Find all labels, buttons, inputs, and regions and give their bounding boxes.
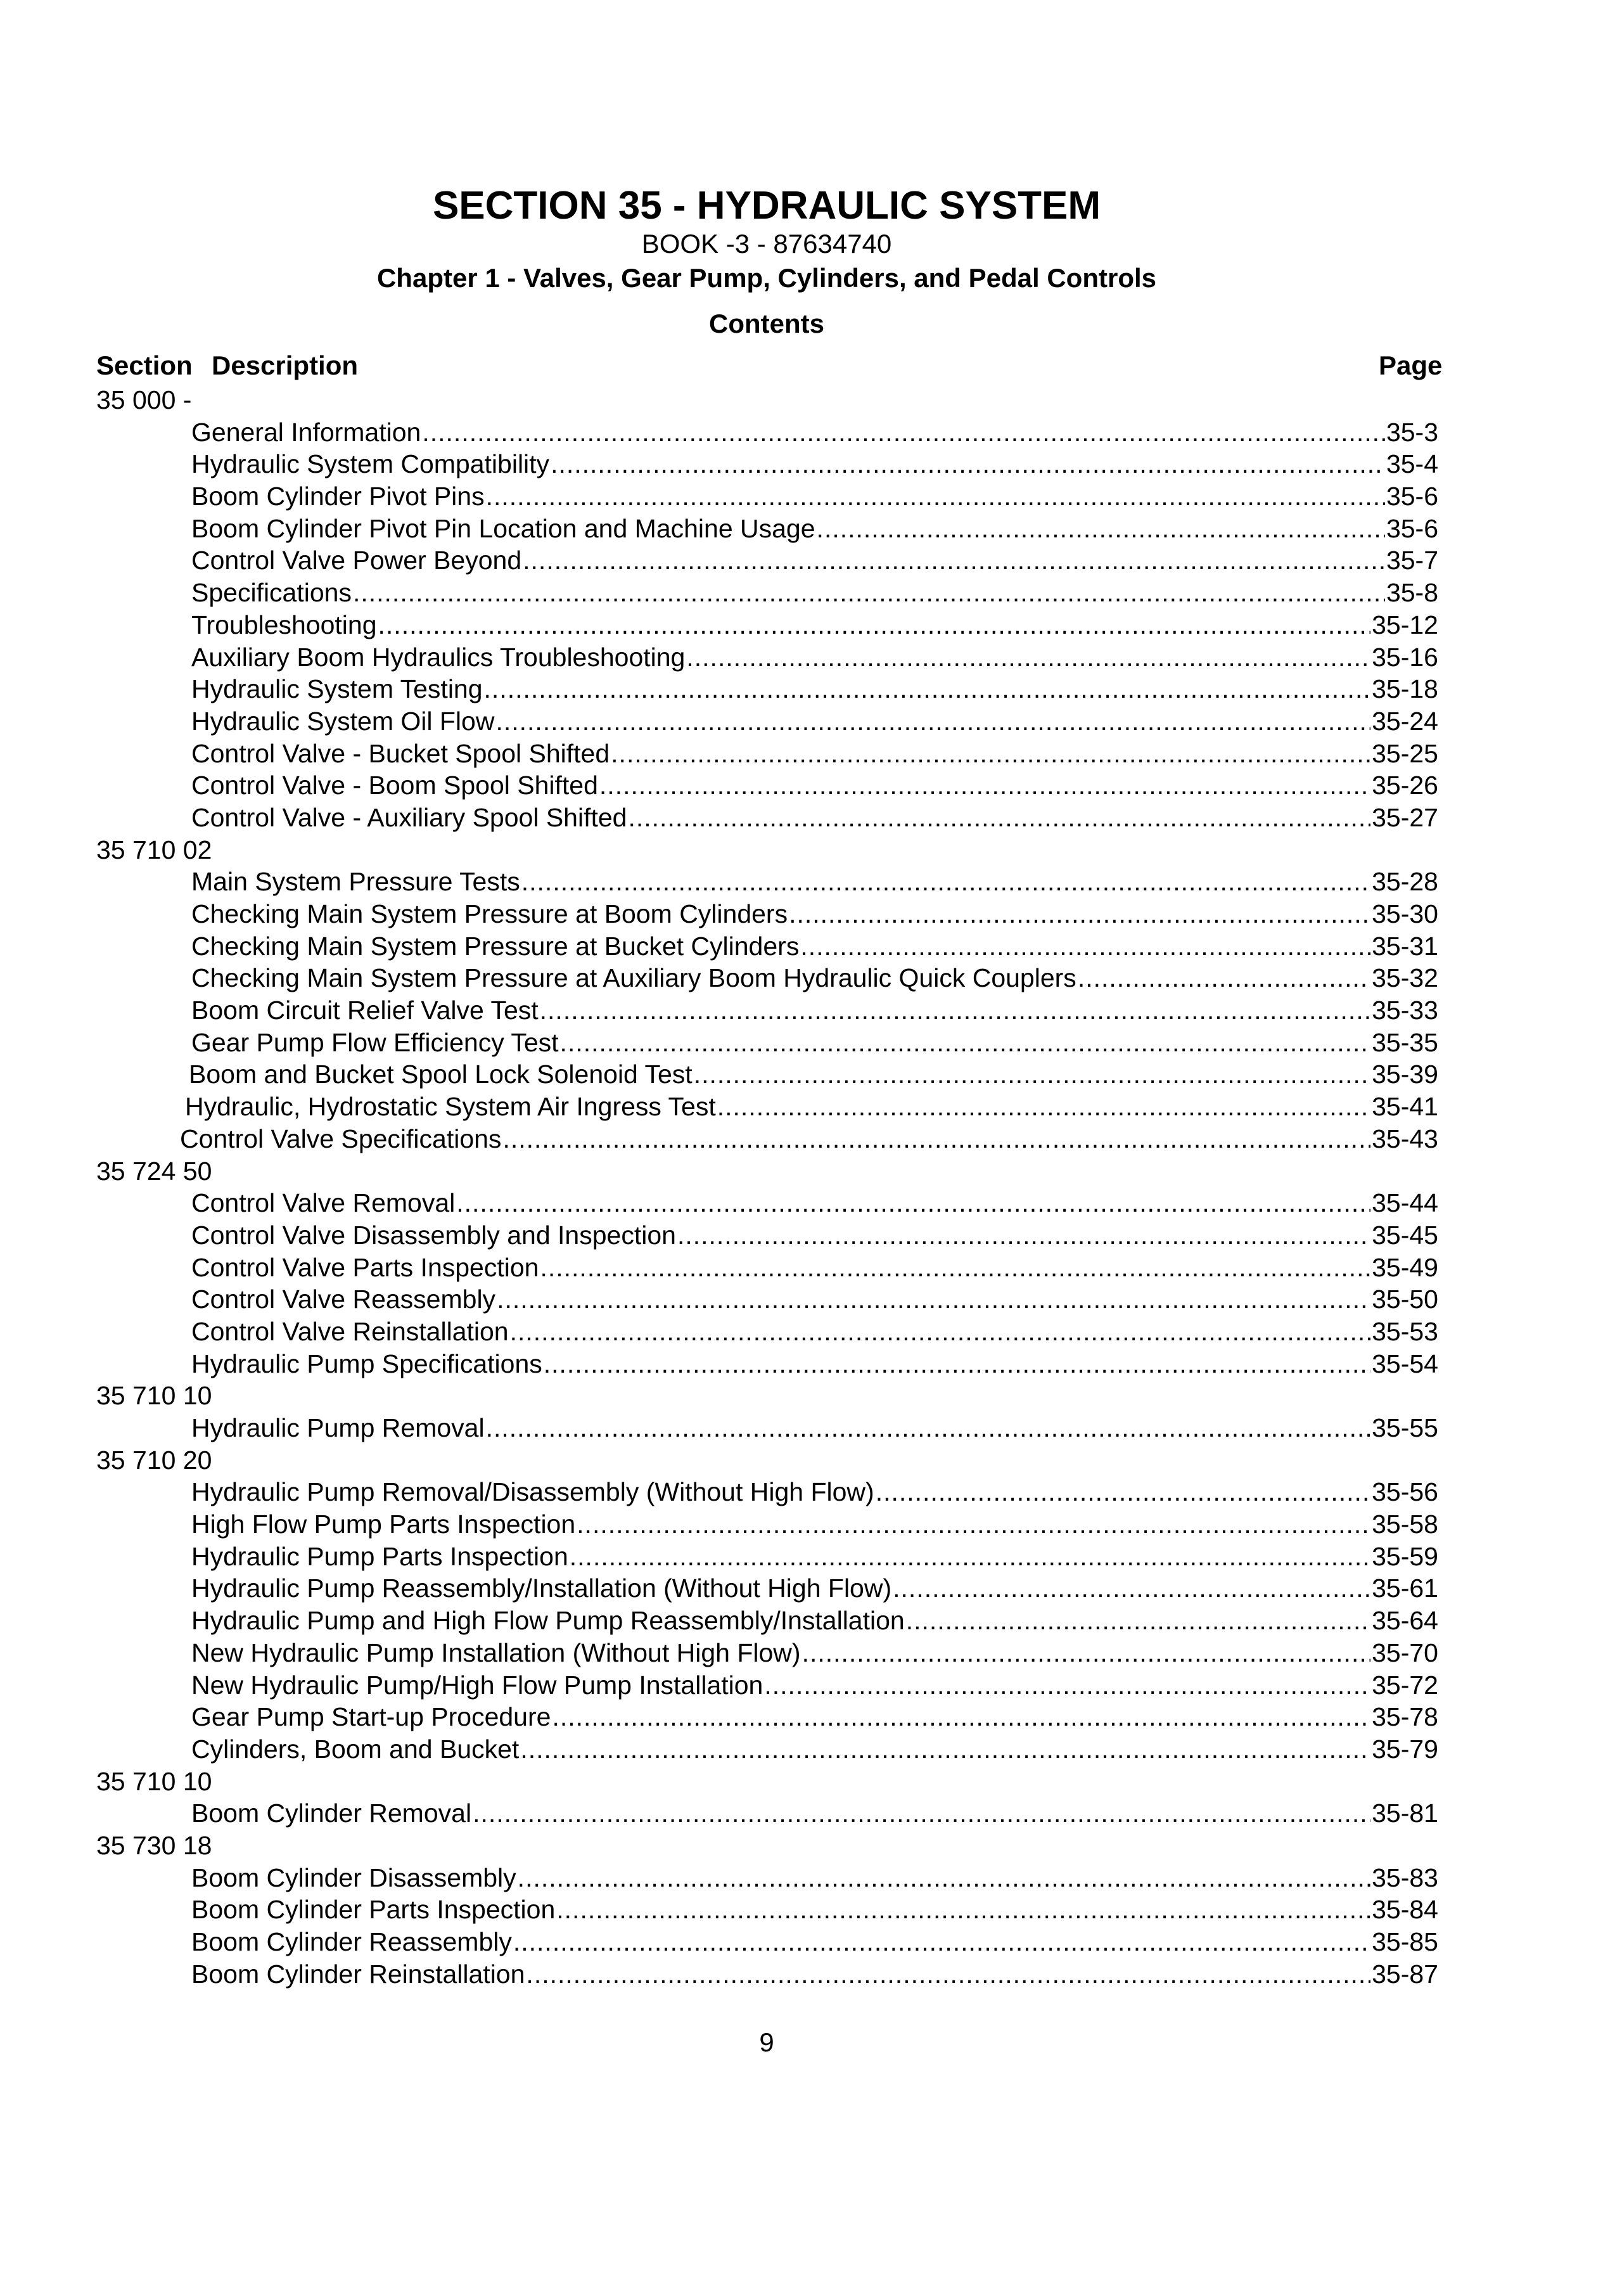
toc-entry-title: Hydraulic Pump and High Flow Pump Reassembly/Installation	[191, 1606, 905, 1636]
toc-entry-title: Control Valve Disassembly and Inspection	[191, 1220, 676, 1250]
dot-leader	[473, 1797, 1370, 1830]
toc-entry	[95, 641, 1438, 674]
dot-leader	[513, 1926, 1370, 1958]
toc-entry	[95, 1123, 1438, 1155]
toc-entry-page: 35-58	[1372, 1510, 1438, 1539]
toc-entry	[95, 1605, 1438, 1637]
toc-entry-page: 35-35	[1372, 1027, 1438, 1057]
toc-entry	[95, 544, 1438, 577]
toc-entry-title: Hydraulic Pump Removal	[191, 1413, 485, 1442]
toc-entry	[95, 1669, 1438, 1702]
toc-entry	[95, 1412, 1438, 1444]
toc-entry-page: 35-8	[1386, 578, 1438, 608]
toc-entry	[95, 480, 1438, 513]
toc-section-code: 35 724 50	[96, 1156, 212, 1186]
toc-entry-page: 35-7	[1386, 546, 1438, 575]
dot-leader	[694, 1058, 1370, 1091]
toc-entry-title: Gear Pump Start-up Procedure	[191, 1702, 551, 1732]
toc-entry-page: 35-81	[1372, 1799, 1438, 1828]
toc-entry-page: 35-83	[1372, 1863, 1438, 1892]
dot-leader	[611, 738, 1370, 770]
toc-entry-title: Hydraulic System Compatibility	[191, 449, 550, 479]
toc-entry-title: Control Valve Reinstallation	[191, 1316, 509, 1346]
toc-entry-title: New Hydraulic Pump/High Flow Pump Installation	[191, 1670, 763, 1700]
toc-entry	[95, 1862, 1438, 1894]
toc-entry-title: Control Valve - Auxiliary Spool Shifted	[191, 802, 627, 832]
dot-leader	[353, 577, 1385, 609]
dot-leader	[906, 1605, 1370, 1637]
dot-leader	[456, 1187, 1370, 1219]
toc-section-code: 35 710 10	[96, 1381, 212, 1411]
dot-leader	[802, 1637, 1371, 1669]
toc-entry-page: 35-87	[1372, 1959, 1438, 1989]
dot-leader	[502, 1123, 1370, 1155]
toc-entry	[95, 1572, 1438, 1605]
dot-leader	[817, 513, 1385, 545]
toc-entry	[95, 416, 1438, 449]
toc-entry-title: Boom Cylinder Reassembly	[191, 1927, 512, 1956]
toc-entry-title: Auxiliary Boom Hydraulics Troubleshooting	[191, 642, 686, 672]
dot-leader	[628, 802, 1370, 834]
toc-entry-title: Control Valve Power Beyond	[191, 546, 522, 575]
toc-entry-title: Hydraulic, Hydrostatic System Air Ingress Test	[185, 1092, 716, 1122]
toc-entry	[95, 1541, 1438, 1573]
toc-entry-page: 35-55	[1372, 1413, 1438, 1442]
toc-entry-page: 35-25	[1372, 738, 1438, 768]
dot-leader	[560, 1027, 1371, 1059]
toc-entry-page: 35-3	[1386, 417, 1438, 447]
dot-leader	[510, 1316, 1371, 1348]
page-number: 9	[759, 2027, 774, 2057]
toc-entry-title: Specifications	[191, 578, 352, 608]
toc-entry-page: 35-56	[1372, 1477, 1438, 1507]
dot-leader	[523, 544, 1385, 577]
toc-entry	[95, 769, 1438, 802]
toc-entry-title: Boom Cylinder Pivot Pins	[191, 482, 485, 511]
toc-entry-page: 35-39	[1372, 1060, 1438, 1089]
toc-entry	[95, 1701, 1438, 1733]
toc-section-code: 35 710 02	[96, 835, 212, 864]
toc-entry-page: 35-12	[1372, 610, 1438, 639]
toc-entry-page: 35-31	[1372, 931, 1438, 961]
toc-entry-title: Boom Cylinder Disassembly	[191, 1863, 516, 1892]
toc-entry-page: 35-64	[1372, 1606, 1438, 1636]
dot-leader	[677, 1219, 1370, 1252]
toc-entry	[95, 738, 1438, 770]
toc-entry	[95, 930, 1438, 963]
dot-leader	[520, 1733, 1370, 1766]
toc-entry-title: Gear Pump Flow Efficiency Test	[191, 1027, 559, 1057]
toc-entry	[95, 513, 1438, 545]
toc-entry-title: Hydraulic Pump Specifications	[191, 1349, 542, 1378]
toc-entry-title: Boom Cylinder Removal	[191, 1799, 472, 1828]
toc-entry-page: 35-50	[1372, 1285, 1438, 1314]
dot-leader	[497, 1283, 1370, 1316]
toc-entry	[95, 1091, 1438, 1123]
column-header-section: Section	[96, 350, 193, 380]
toc-entry	[95, 705, 1438, 738]
toc-entry	[95, 1637, 1438, 1669]
toc-section-code: 35 710 20	[96, 1445, 212, 1475]
toc-entry-page: 35-33	[1372, 996, 1438, 1025]
toc-entry	[95, 1316, 1438, 1348]
toc-entry-page: 35-70	[1372, 1638, 1438, 1667]
toc-entry	[95, 673, 1438, 705]
toc-entry-page: 35-18	[1372, 674, 1438, 704]
toc-entry-title: General Information	[191, 417, 421, 447]
dot-leader	[422, 416, 1385, 449]
toc-entry-page: 35-45	[1372, 1220, 1438, 1250]
dot-leader	[486, 480, 1385, 513]
toc-entry-page: 35-24	[1372, 706, 1438, 736]
toc-entry-title: Hydraulic Pump Parts Inspection	[191, 1541, 568, 1571]
toc-entry-page: 35-61	[1372, 1574, 1438, 1603]
dot-leader	[551, 448, 1385, 480]
dot-leader	[484, 673, 1371, 705]
toc-entry	[95, 1187, 1438, 1219]
toc-entry-page: 35-27	[1372, 802, 1438, 832]
toc-entry-title: Hydraulic System Oil Flow	[191, 706, 495, 736]
dot-leader	[717, 1091, 1370, 1123]
toc-entry-page: 35-44	[1372, 1188, 1438, 1218]
toc-entry	[95, 898, 1438, 930]
toc-entry	[95, 1894, 1438, 1926]
toc-entry-page: 35-16	[1372, 642, 1438, 672]
toc-entry	[95, 1027, 1438, 1059]
toc-entry-page: 35-4	[1386, 449, 1438, 479]
toc-entry-title: Cylinders, Boom and Bucket	[191, 1734, 520, 1764]
dot-leader	[556, 1894, 1370, 1926]
section-title: SECTION 35 - HYDRAULIC SYSTEM	[432, 184, 1101, 228]
toc-entry-title: Control Valve - Boom Spool Shifted	[191, 771, 598, 800]
toc-entry-title: Hydraulic System Testing	[191, 674, 483, 704]
chapter-title: Chapter 1 - Valves, Gear Pump, Cylinders, and Pedal Controls	[376, 263, 1157, 293]
toc-entry-page: 35-59	[1372, 1541, 1438, 1571]
dot-leader	[495, 705, 1370, 738]
dot-leader	[378, 609, 1371, 641]
column-header-page: Page	[1379, 350, 1443, 380]
toc-entry-title: Boom Cylinder Pivot Pin Location and Machine Usage	[191, 513, 815, 543]
toc-entry-title: Boom Circuit Relief Valve Test	[191, 996, 539, 1025]
toc-entry-title: Control Valve Reassembly	[191, 1285, 496, 1314]
dot-leader	[789, 898, 1370, 930]
toc-entry-title: Troubleshooting	[191, 610, 377, 639]
dot-leader	[526, 1958, 1370, 1991]
toc-entry-title: Hydraulic Pump Removal/Disassembly (Without High Flow)	[191, 1477, 874, 1507]
toc-entry-page: 35-41	[1372, 1092, 1438, 1122]
toc-entry-title: New Hydraulic Pump Installation (Without High Flow)	[191, 1638, 801, 1667]
dot-leader	[876, 1476, 1370, 1508]
dot-leader	[486, 1412, 1371, 1444]
toc-entry-title: Boom Cylinder Reinstallation	[191, 1959, 525, 1989]
toc-entry-title: Hydraulic Pump Reassembly/Installation (Without High Flow)	[191, 1574, 892, 1603]
toc-entry-page: 35-79	[1372, 1734, 1438, 1764]
toc-entry-page: 35-26	[1372, 771, 1438, 800]
toc-entry-title: Boom Cylinder Parts Inspection	[191, 1895, 556, 1925]
toc-entry	[95, 1058, 1438, 1091]
toc-entry-title: Checking Main System Pressure at Auxiliary Boom Hydraulic Quick Couplers	[191, 963, 1076, 993]
dot-leader	[893, 1572, 1370, 1605]
toc-entry-page: 35-30	[1372, 899, 1438, 928]
dot-leader	[570, 1541, 1370, 1573]
toc-entry-title: Control Valve - Bucket Spool Shifted	[191, 738, 610, 768]
toc-entry	[95, 609, 1438, 641]
toc-entry	[95, 866, 1438, 898]
toc-entry	[95, 1508, 1438, 1541]
dot-leader	[800, 930, 1370, 963]
toc-entry	[95, 962, 1438, 994]
toc-entry	[95, 1283, 1438, 1316]
toc-entry	[95, 994, 1438, 1027]
column-header-description: Description	[212, 350, 359, 380]
toc-entry	[95, 1252, 1438, 1284]
book-number: BOOK -3 - 87634740	[641, 229, 892, 259]
toc-section-code: 35 730 18	[96, 1830, 212, 1860]
dot-leader	[686, 641, 1370, 674]
toc-entry-title: Main System Pressure Tests	[191, 867, 520, 897]
toc-entry-title: Checking Main System Pressure at Bucket Cylinders	[191, 931, 800, 961]
dot-leader	[577, 1508, 1370, 1541]
toc-section-code: 35 710 10	[96, 1766, 212, 1796]
table-of-contents	[95, 384, 1438, 1990]
dot-leader	[518, 1862, 1370, 1894]
dot-leader	[764, 1669, 1370, 1702]
dot-leader	[540, 1252, 1370, 1284]
toc-entry-title: Control Valve Parts Inspection	[191, 1252, 539, 1282]
toc-entry-page: 35-49	[1372, 1252, 1438, 1282]
toc-entry	[95, 1797, 1438, 1830]
toc-section-code: 35 000 -	[96, 385, 192, 414]
toc-entry-page: 35-85	[1372, 1927, 1438, 1956]
toc-entry-title: Control Valve Specifications	[180, 1124, 502, 1153]
toc-entry-page: 35-43	[1372, 1124, 1438, 1153]
toc-entry-title: Control Valve Removal	[191, 1188, 456, 1218]
toc-entry-title: Checking Main System Pressure at Boom Cylinders	[191, 899, 788, 928]
toc-entry	[95, 802, 1438, 834]
dot-leader	[599, 769, 1370, 802]
toc-entry-page: 35-84	[1372, 1895, 1438, 1925]
toc-entry-page: 35-6	[1386, 513, 1438, 543]
toc-entry-title: High Flow Pump Parts Inspection	[191, 1510, 576, 1539]
toc-entry	[95, 1958, 1438, 1991]
toc-entry-page: 35-32	[1372, 963, 1438, 993]
toc-entry-title: Boom and Bucket Spool Lock Solenoid Test	[189, 1060, 693, 1089]
toc-entry	[95, 448, 1438, 480]
toc-entry	[95, 1348, 1438, 1380]
toc-entry	[95, 577, 1438, 609]
toc-entry-page: 35-6	[1386, 482, 1438, 511]
toc-entry	[95, 1926, 1438, 1958]
dot-leader	[521, 866, 1370, 898]
toc-entry-page: 35-54	[1372, 1349, 1438, 1378]
dot-leader	[1078, 962, 1370, 994]
toc-entry-page: 35-28	[1372, 867, 1438, 897]
toc-entry-page: 35-53	[1372, 1316, 1438, 1346]
toc-entry	[95, 1219, 1438, 1252]
toc-entry-page: 35-72	[1372, 1670, 1438, 1700]
toc-entry	[95, 1733, 1438, 1766]
dot-leader	[544, 1348, 1370, 1380]
toc-entry-page: 35-78	[1372, 1702, 1438, 1732]
toc-entry	[95, 1476, 1438, 1508]
dot-leader	[540, 994, 1370, 1027]
dot-leader	[552, 1701, 1370, 1733]
contents-heading: Contents	[709, 309, 824, 338]
